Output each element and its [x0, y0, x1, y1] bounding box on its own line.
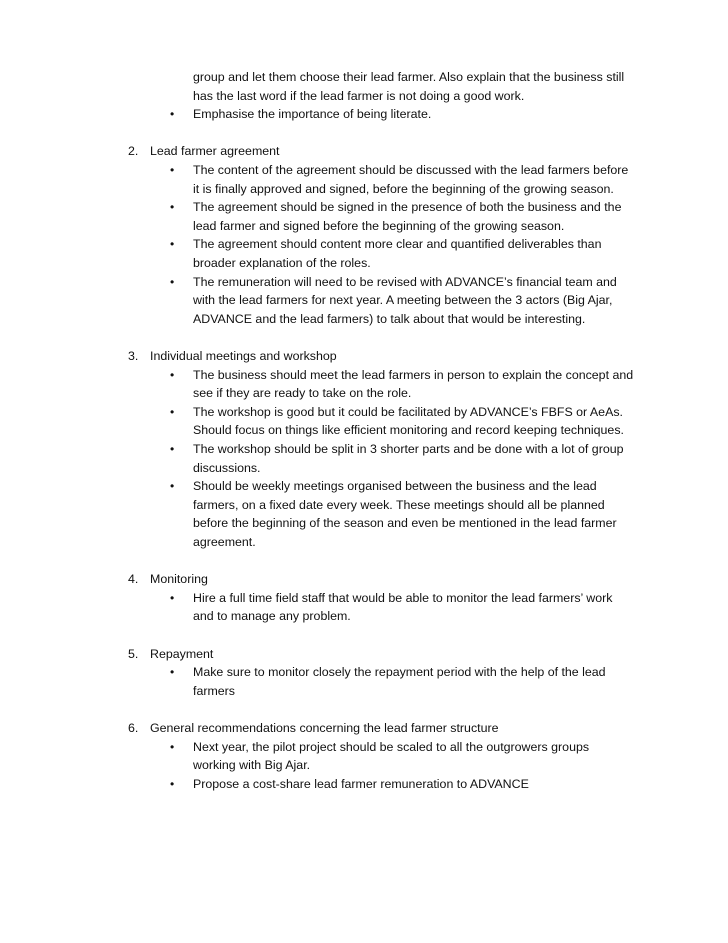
bullet-text-line: Emphasise the importance of being literate.	[193, 107, 432, 122]
bullet-text-line: see if they are ready to take on the role.	[193, 386, 412, 401]
bullet-icon: •	[170, 367, 175, 382]
bullet-text-line: lead farmer and signed before the beginning of the growing season.	[193, 218, 565, 233]
bullet-icon: •	[170, 107, 175, 122]
section-number: 6.	[128, 721, 139, 735]
bullet-icon: •	[170, 665, 175, 680]
paragraph-line: has the last word if the lead farmer is not doing a good work.	[193, 88, 525, 103]
section-number: 4.	[128, 572, 139, 587]
section-number: 3.	[128, 349, 139, 363]
section-heading: Monitoring	[150, 572, 208, 587]
bullet-text-line: The remuneration will need to be revised with ADVANCE’s financial team and	[193, 274, 617, 289]
bullet-icon: •	[170, 404, 175, 419]
bullet-text-line: The workshop is good but it could be facilitated by ADVANCE’s FBFS or AeAs.	[193, 404, 623, 419]
bullet-text-line: discussions.	[193, 460, 261, 475]
bullet-text-line: before the beginning of the season and even be mentioned in the lead farmer	[193, 516, 617, 531]
bullet-text-line: agreement.	[193, 535, 256, 549]
bullet-icon: •	[170, 479, 175, 494]
paragraph-line: group and let them choose their lead farmer. Also explain that the business still	[193, 70, 625, 84]
bullet-text-line: farmers, on a fixed date every week. These meetings should all be planned	[193, 497, 605, 512]
bullet-text-line: The business should meet the lead farmers in person to explain the concept and	[193, 367, 634, 382]
bullet-text-line: Should be weekly meetings organised between the business and the lead	[193, 479, 597, 494]
bullet-text-line: Make sure to monitor closely the repayment period with the help of the lead	[193, 665, 606, 680]
bullet-text-line: working with Big Ajar.	[193, 758, 311, 773]
bullet-text-line: The agreement should be signed in the presence of both the business and the	[193, 200, 622, 215]
section-heading: Repayment	[150, 646, 214, 661]
bullet-text-line: broader explanation of the roles.	[193, 256, 371, 270]
bullet-icon: •	[170, 739, 175, 754]
bullet-text-line: farmers	[193, 683, 235, 698]
bullet-text-line: it is finally approved and signed, before the beginning of the growing season.	[193, 181, 614, 196]
bullet-text-line: ADVANCE and the lead farmers) to talk about that would be interesting.	[193, 311, 586, 326]
bullet-icon: •	[170, 200, 175, 215]
bullet-text-line: The content of the agreement should be discussed with the lead farmers before	[193, 163, 629, 177]
bullet-icon: •	[170, 163, 175, 177]
bullet-text-line: The agreement should content more clear and quantified deliverables than	[193, 237, 602, 252]
bullet-text-line: Hire a full time field staff that would be able to monitor the lead farmers’ work	[193, 590, 613, 605]
section-number: 5.	[128, 646, 139, 661]
bullet-text-line: Propose a cost-share lead farmer remuneration to ADVANCE	[193, 776, 529, 791]
bullet-text-line: with the lead farmers for next year. A meeting between the 3 actors (Big Ajar,	[193, 293, 613, 308]
bullet-text-line: Should focus on things like efficient monitoring and record keeping techniques.	[193, 423, 624, 438]
section-heading: General recommendations concerning the lead farmer structure	[150, 721, 499, 735]
bullet-icon: •	[170, 776, 175, 791]
section-heading: Individual meetings and workshop	[150, 349, 337, 363]
bullet-icon: •	[170, 442, 175, 456]
section-heading: Lead farmer agreement	[150, 144, 280, 159]
section-number: 2.	[128, 144, 139, 159]
bullet-text-line: Next year, the pilot project should be scaled to all the outgrowers groups	[193, 739, 590, 754]
bullet-icon: •	[170, 590, 175, 605]
bullet-text-line: The workshop should be split in 3 shorter parts and be done with a lot of group	[193, 442, 624, 456]
bullet-icon: •	[170, 237, 175, 252]
bullet-icon: •	[170, 274, 175, 289]
bullet-text-line: and to manage any problem.	[193, 609, 351, 624]
